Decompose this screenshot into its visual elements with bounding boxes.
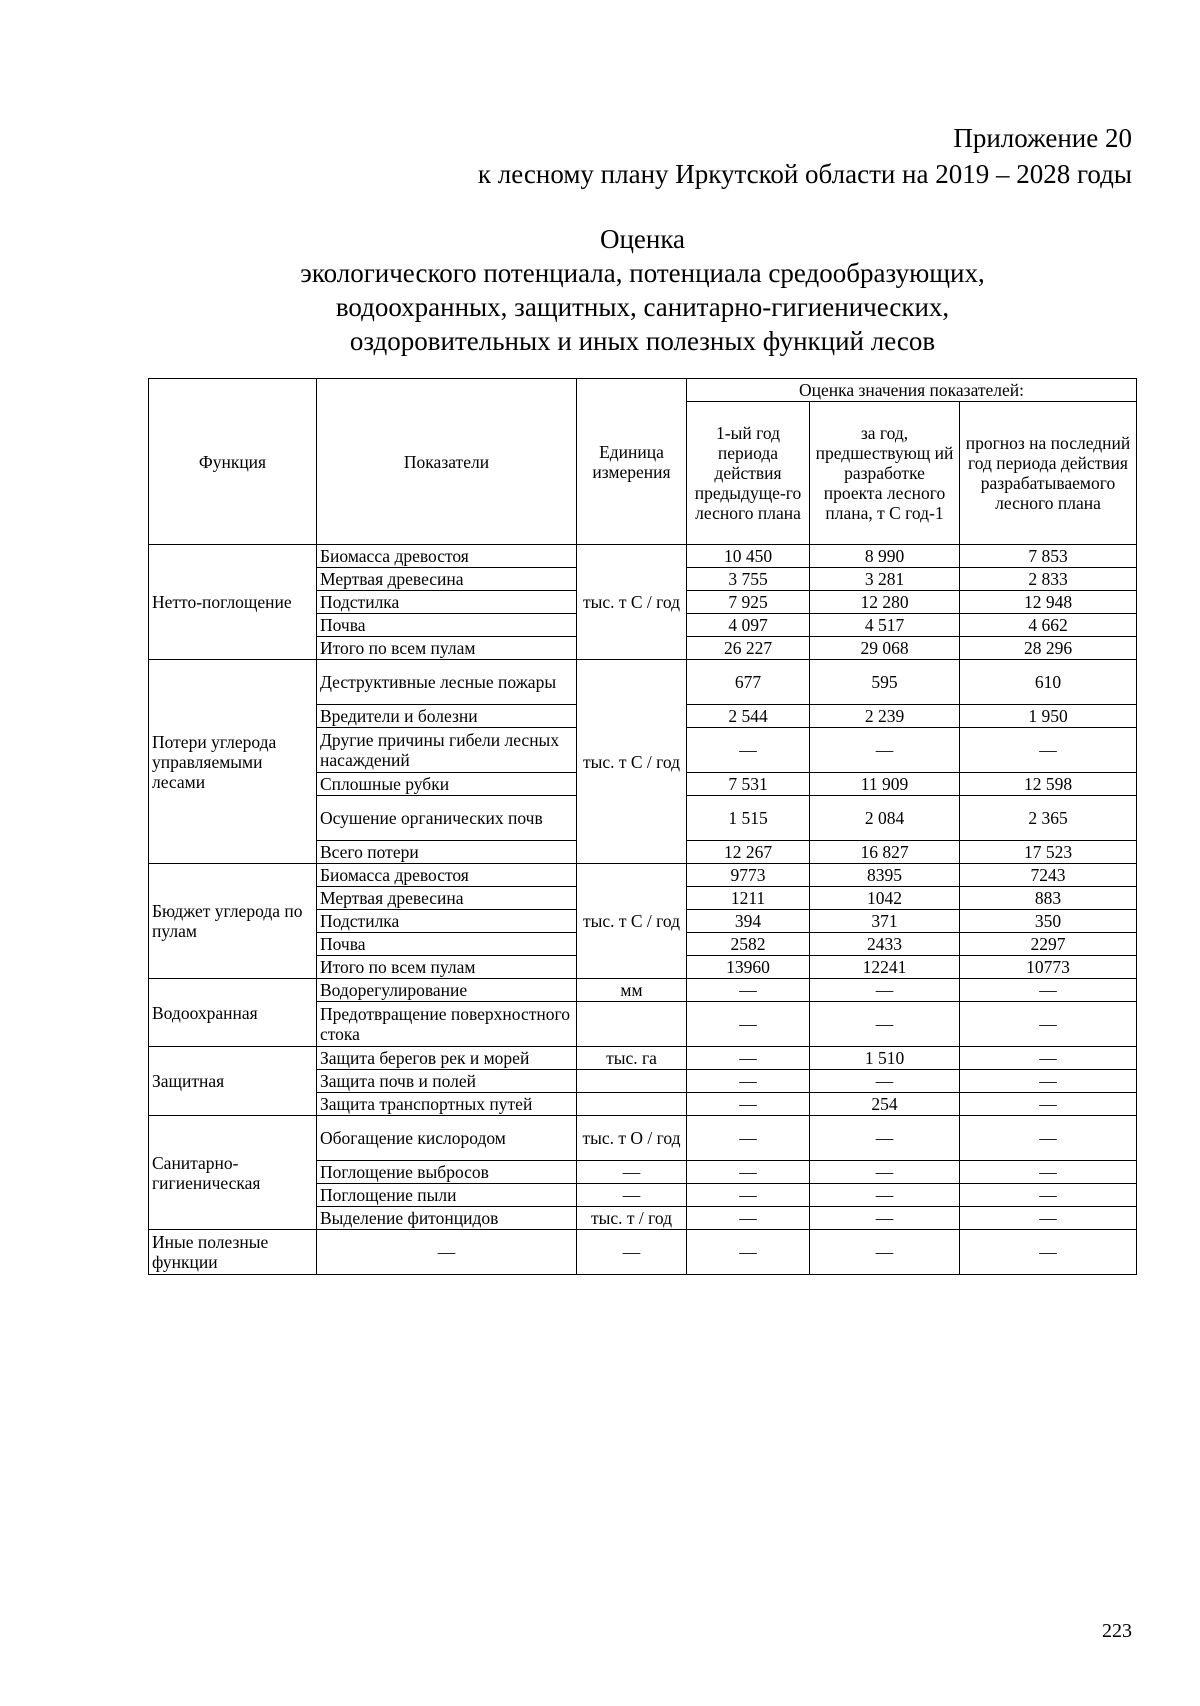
value-cell: — bbox=[960, 1161, 1137, 1184]
value-cell: 7243 bbox=[960, 864, 1137, 887]
indicator-cell: Почва bbox=[317, 933, 577, 956]
table-row bbox=[149, 1047, 1137, 1070]
value-cell: 883 bbox=[960, 887, 1137, 910]
value-cell: — bbox=[960, 1047, 1137, 1070]
value-cell: 677 bbox=[687, 660, 810, 705]
appendix-reference: к лесному плану Иркутской области на 2019 – 2028 годы bbox=[477, 159, 1132, 189]
value-cell: 9773 bbox=[687, 864, 810, 887]
value-cell: 7 853 bbox=[960, 545, 1137, 568]
value-cell: — bbox=[960, 1230, 1137, 1275]
value-cell: 2297 bbox=[960, 933, 1137, 956]
header-value-1: 1-ый год периода действия предыдуще-го лесного плана bbox=[687, 402, 810, 545]
value-cell: — bbox=[960, 1070, 1137, 1093]
value-cell: 17 523 bbox=[960, 841, 1137, 864]
indicator-cell: Защита берегов рек и морей bbox=[317, 1047, 577, 1070]
unit-cell: тыс. т С / год bbox=[577, 864, 687, 979]
function-cell: Санитарно-гигиеническая bbox=[149, 1116, 317, 1230]
indicator-cell: Деструктивные лесные пожары bbox=[317, 660, 577, 705]
unit-cell bbox=[577, 1002, 687, 1047]
unit-cell bbox=[577, 1070, 687, 1093]
value-cell: — bbox=[810, 1161, 960, 1184]
value-cell: 1 950 bbox=[960, 705, 1137, 728]
unit-cell: — bbox=[577, 1184, 687, 1207]
value-cell: — bbox=[960, 1093, 1137, 1116]
value-cell: 1211 bbox=[687, 887, 810, 910]
page-number: 223 bbox=[1102, 1620, 1132, 1642]
table-row bbox=[149, 1230, 1137, 1275]
value-cell: — bbox=[687, 1184, 810, 1207]
title-line-2: экологического потенциала, потенциала средообразующих, bbox=[300, 258, 985, 288]
value-cell: 11 909 bbox=[810, 773, 960, 796]
header-value-2: за год, предшествующ ий разработке проекта лесного плана, т С год-1 bbox=[810, 402, 960, 545]
indicator-cell: — bbox=[317, 1230, 577, 1275]
indicator-cell: Поглощение выбросов bbox=[317, 1161, 577, 1184]
value-cell: — bbox=[687, 1002, 810, 1047]
value-cell: 350 bbox=[960, 910, 1137, 933]
title-line-1: Оценка bbox=[599, 224, 686, 254]
value-cell: 1 510 bbox=[810, 1047, 960, 1070]
value-cell: 12241 bbox=[810, 956, 960, 979]
title-line-4: оздоровительных и иных полезных функций лесов bbox=[349, 326, 936, 356]
value-cell: 254 bbox=[810, 1093, 960, 1116]
indicator-cell: Биомасса древостоя bbox=[317, 545, 577, 568]
value-cell: 26 227 bbox=[687, 637, 810, 660]
value-cell: 610 bbox=[960, 660, 1137, 705]
value-cell: — bbox=[960, 728, 1137, 773]
function-cell: Водоохранная bbox=[149, 979, 317, 1047]
value-cell: 4 517 bbox=[810, 614, 960, 637]
table-row bbox=[149, 1116, 1137, 1161]
function-cell: Иные полезные функции bbox=[149, 1230, 317, 1275]
value-cell: — bbox=[960, 1002, 1137, 1047]
indicator-cell: Выделение фитонцидов bbox=[317, 1207, 577, 1230]
value-cell: — bbox=[687, 979, 810, 1002]
function-cell: Потери углерода управляемыми лесами bbox=[149, 660, 317, 864]
value-cell: — bbox=[810, 979, 960, 1002]
value-cell: — bbox=[810, 1116, 960, 1161]
indicator-cell: Обогащение кислородом bbox=[317, 1116, 577, 1161]
indicators-table bbox=[148, 378, 1137, 1275]
value-cell: — bbox=[687, 1070, 810, 1093]
header-indicators: Показатели bbox=[317, 379, 577, 545]
value-cell: 7 925 bbox=[687, 591, 810, 614]
value-cell: 4 097 bbox=[687, 614, 810, 637]
value-cell: 2 084 bbox=[810, 796, 960, 841]
appendix-header bbox=[478, 120, 1132, 192]
value-cell: — bbox=[960, 1184, 1137, 1207]
value-cell: 16 827 bbox=[810, 841, 960, 864]
value-cell: 2 833 bbox=[960, 568, 1137, 591]
value-cell: 1042 bbox=[810, 887, 960, 910]
value-cell: — bbox=[687, 728, 810, 773]
function-cell: Нетто-поглощение bbox=[149, 545, 317, 660]
indicator-cell: Почва bbox=[317, 614, 577, 637]
appendix-number: Приложение 20 bbox=[953, 123, 1132, 153]
value-cell: 13960 bbox=[687, 956, 810, 979]
value-cell: 29 068 bbox=[810, 637, 960, 660]
value-cell: — bbox=[810, 1230, 960, 1275]
indicator-cell: Вредители и болезни bbox=[317, 705, 577, 728]
value-cell: — bbox=[960, 1116, 1137, 1161]
value-cell: 2 544 bbox=[687, 705, 810, 728]
value-cell: — bbox=[687, 1116, 810, 1161]
value-cell: — bbox=[810, 1207, 960, 1230]
indicator-cell: Мертвая древесина bbox=[317, 568, 577, 591]
unit-cell: тыс. т О / год bbox=[577, 1116, 687, 1161]
value-cell: — bbox=[687, 1047, 810, 1070]
unit-cell: — bbox=[577, 1161, 687, 1184]
value-cell: 10 450 bbox=[687, 545, 810, 568]
indicator-cell: Биомасса древостоя bbox=[317, 864, 577, 887]
unit-cell: тыс. т / год bbox=[577, 1207, 687, 1230]
indicator-cell: Итого по всем пулам bbox=[317, 637, 577, 660]
value-cell: 12 598 bbox=[960, 773, 1137, 796]
value-cell: 3 755 bbox=[687, 568, 810, 591]
value-cell: 371 bbox=[810, 910, 960, 933]
value-cell: — bbox=[960, 1207, 1137, 1230]
value-cell: — bbox=[810, 1002, 960, 1047]
indicator-cell: Подстилка bbox=[317, 910, 577, 933]
table-row bbox=[149, 545, 1137, 568]
indicator-cell: Итого по всем пулам bbox=[317, 956, 577, 979]
indicator-cell: Защита почв и полей bbox=[317, 1070, 577, 1093]
table-row bbox=[149, 660, 1137, 705]
value-cell: 3 281 bbox=[810, 568, 960, 591]
value-cell: — bbox=[960, 979, 1137, 1002]
indicator-cell: Мертвая древесина bbox=[317, 887, 577, 910]
table-row bbox=[149, 864, 1137, 887]
value-cell: — bbox=[687, 1207, 810, 1230]
value-cell: 7 531 bbox=[687, 773, 810, 796]
indicator-cell: Осушение органических почв bbox=[317, 796, 577, 841]
header-values-group: Оценка значения показателей: bbox=[687, 379, 1137, 402]
value-cell: — bbox=[687, 1230, 810, 1275]
unit-cell: тыс. т С / год bbox=[577, 660, 687, 864]
unit-cell: — bbox=[577, 1230, 687, 1275]
header-value-3: прогноз на последний год периода действия разрабатываемого лесного плана bbox=[960, 402, 1137, 545]
value-cell: 12 267 bbox=[687, 841, 810, 864]
value-cell: 12 948 bbox=[960, 591, 1137, 614]
value-cell: 8395 bbox=[810, 864, 960, 887]
indicator-cell: Поглощение пыли bbox=[317, 1184, 577, 1207]
value-cell: 2 365 bbox=[960, 796, 1137, 841]
value-cell: 2433 bbox=[810, 933, 960, 956]
value-cell: — bbox=[810, 1184, 960, 1207]
value-cell: — bbox=[687, 1161, 810, 1184]
value-cell: 28 296 bbox=[960, 637, 1137, 660]
value-cell: 394 bbox=[687, 910, 810, 933]
indicator-cell: Предотвращение поверхностного стока bbox=[317, 1002, 577, 1047]
function-cell: Бюджет углерода по пулам bbox=[149, 864, 317, 979]
value-cell: — bbox=[810, 728, 960, 773]
value-cell: 2 239 bbox=[810, 705, 960, 728]
value-cell: 10773 bbox=[960, 956, 1137, 979]
title-line-3: водоохранных, защитных, санитарно-гигиенических, bbox=[335, 292, 950, 322]
indicator-cell: Подстилка bbox=[317, 591, 577, 614]
value-cell: — bbox=[810, 1070, 960, 1093]
indicator-cell: Другие причины гибели лесных насаждений bbox=[317, 728, 577, 773]
header-unit: Единица измерения bbox=[577, 379, 687, 545]
indicator-cell: Всего потери bbox=[317, 841, 577, 864]
value-cell: — bbox=[687, 1093, 810, 1116]
indicator-cell: Сплошные рубки bbox=[317, 773, 577, 796]
value-cell: 1 515 bbox=[687, 796, 810, 841]
unit-cell: тыс. га bbox=[577, 1047, 687, 1070]
value-cell: 2582 bbox=[687, 933, 810, 956]
unit-cell: мм bbox=[577, 979, 687, 1002]
indicator-cell: Водорегулирование bbox=[317, 979, 577, 1002]
value-cell: 4 662 bbox=[960, 614, 1137, 637]
unit-cell: тыс. т С / год bbox=[577, 545, 687, 660]
indicator-cell: Защита транспортных путей bbox=[317, 1093, 577, 1116]
table-row bbox=[149, 979, 1137, 1002]
value-cell: 595 bbox=[810, 660, 960, 705]
function-cell: Защитная bbox=[149, 1047, 317, 1116]
document-title bbox=[150, 222, 1135, 358]
value-cell: 12 280 bbox=[810, 591, 960, 614]
header-function: Функция bbox=[149, 379, 317, 545]
unit-cell bbox=[577, 1093, 687, 1116]
value-cell: 8 990 bbox=[810, 545, 960, 568]
